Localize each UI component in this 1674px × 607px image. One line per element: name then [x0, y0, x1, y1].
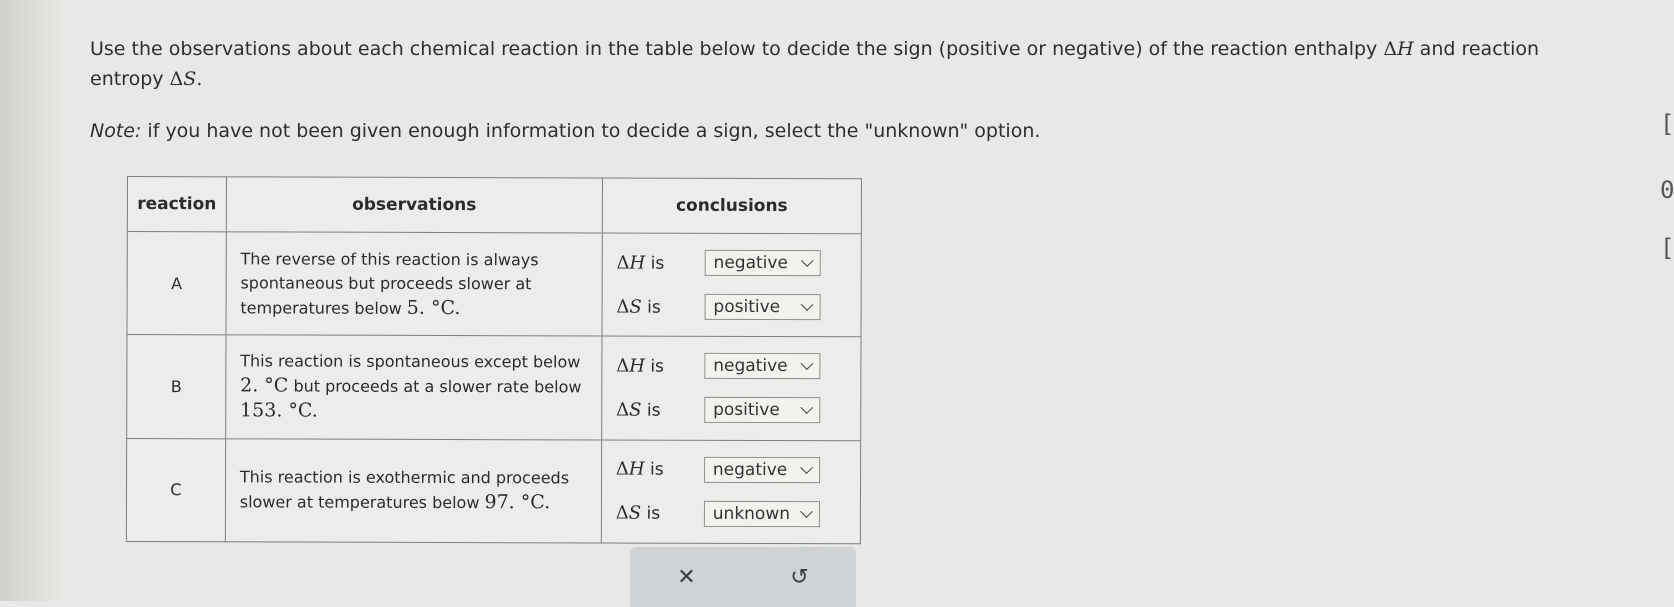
observation-text: This reaction is exothermic and proceeds slower at temperatures below 97. °C.	[225, 438, 601, 543]
chevron-down-icon	[801, 298, 814, 311]
question-note: Note: if you have not been given enough information to decide a sign, select the "unknown" option.	[90, 120, 1041, 142]
observation-text: The reverse of this reaction is always spontaneous but proceeds slower at temperatures below 5. °C.	[226, 232, 602, 337]
table-row	[126, 438, 860, 544]
chevron-down-icon	[800, 505, 813, 518]
undo-icon[interactable]: ↺	[790, 564, 809, 590]
enthalpy-conclusion: ΔH is negative	[616, 450, 860, 489]
ds-select-c[interactable]: unknown	[704, 501, 820, 527]
dh-select-c[interactable]: negative	[704, 457, 820, 483]
header-observations: observations	[226, 177, 602, 233]
left-panel-shade	[0, 0, 60, 601]
reaction-label: C	[126, 438, 225, 542]
entropy-symbol: ΔS.	[169, 68, 203, 90]
reaction-label: B	[127, 335, 226, 439]
header-conclusions: conclusions	[602, 178, 861, 234]
clear-icon[interactable]: ✕	[677, 564, 696, 590]
enthalpy-symbol: ΔH	[1383, 38, 1414, 60]
entropy-conclusion: ΔS is positive	[616, 288, 860, 327]
enthalpy-conclusion: ΔH is negative	[616, 347, 860, 386]
table-row	[127, 335, 861, 441]
conclusions-cell	[602, 233, 861, 337]
table-row	[127, 232, 861, 338]
answer-action-bar	[630, 547, 856, 607]
ds-select-b[interactable]: positive	[704, 397, 820, 423]
edge-bracket-bottom: [	[1660, 234, 1674, 262]
table-header-row	[127, 177, 861, 234]
enthalpy-conclusion: ΔH is negative	[617, 244, 861, 283]
reaction-label: A	[127, 232, 226, 336]
chevron-down-icon	[800, 402, 813, 415]
edge-glyph-mid: 0	[1660, 176, 1674, 204]
question-prompt: Use the observations about each chemical reaction in the table below to decide the sign (positive or negative) of the reaction enthalpy ΔH and reaction entropy ΔS.	[90, 38, 1540, 90]
observation-text: This reaction is spontaneous except below 2. °C but proceeds at a slower rate below 153. °C.	[225, 335, 601, 440]
conclusions-cell	[601, 440, 860, 544]
conclusions-cell	[602, 336, 861, 440]
dh-select-b[interactable]: negative	[704, 353, 820, 379]
edge-bracket-top: [	[1660, 110, 1674, 138]
chevron-down-icon	[801, 254, 814, 267]
entropy-conclusion: ΔS is positive	[616, 391, 860, 430]
reactions-table	[126, 176, 862, 544]
dh-select-a[interactable]: negative	[705, 250, 821, 276]
chevron-down-icon	[800, 358, 813, 371]
header-reaction: reaction	[127, 177, 226, 232]
chevron-down-icon	[800, 461, 813, 474]
ds-select-a[interactable]: positive	[704, 294, 820, 320]
entropy-conclusion: ΔS is unknown	[616, 494, 860, 533]
